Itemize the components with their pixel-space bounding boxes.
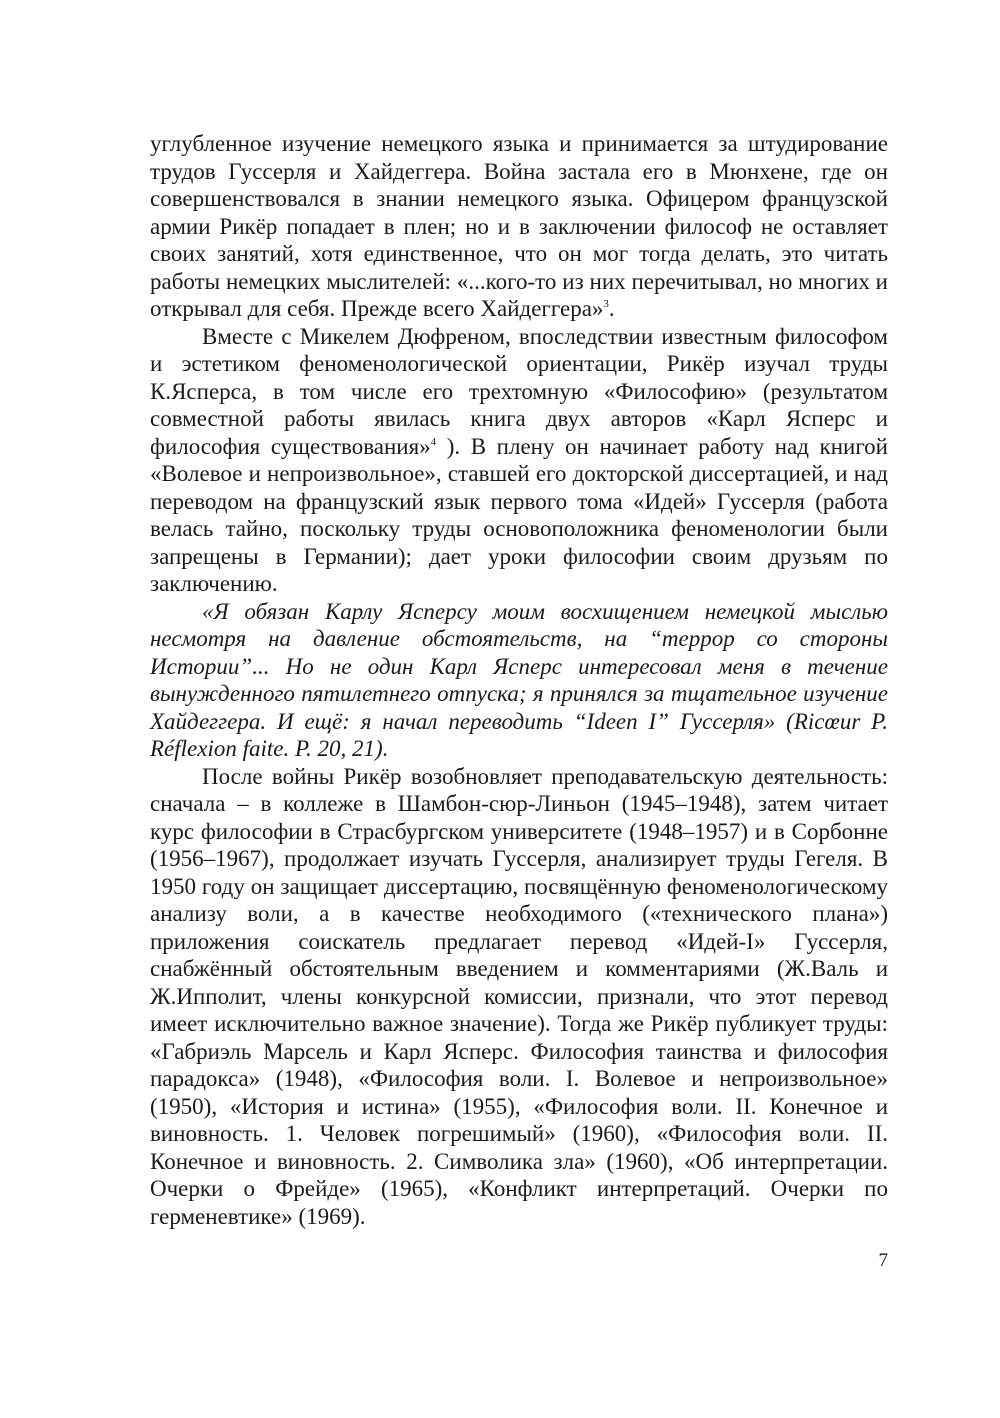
page-number: 7 (878, 1250, 888, 1271)
footnote-marker: 3 (603, 298, 609, 310)
body-text (150, 130, 888, 1230)
footnote-marker: 4 (430, 435, 437, 448)
paragraph-text: углубленное изучение немецкого языка и принимается за штудирование трудов Гуссерля и Хайдеггера. Война застала его в Мюнхене, где он совершенствовался в знании немецкого языка. Офицером французской армии Рикёр попадает в плен; но и в заключении философ не оставляет своих занятий, хотя единственное, что он мог тогда делать, это читать работы немецких мыслителей: «...кого-то из них перечитывал, но многих и открывал для себя. Прежде всего Хайдеггера» (150, 131, 888, 321)
paragraph-tail: . (608, 296, 615, 321)
paragraph-text: ). В плену он начинает работу над книгой «Волевое и непроизвольное», ставшей его докторской диссертацией, и над переводом на французский язык первого тома «Идей» Гуссерля (работа велась тайно, поскольку труды основоположника феноменологии были запрещены в Германии); дает уроки философии своим друзьям по заключению. (150, 433, 888, 596)
paragraph-after-war: После войны Рикёр возобновляет преподавательскую деятельность: сначала – в коллеже в Шамбон-сюр-Линьон (1945–1948), затем читает курс философии в Страсбургском университете (1948–1957) и в Сорбонне (1956–1967), продолжает изучать Гуссерля, анализирует труды Гегеля. В 1950 году он защищает диссертацию, посвящённую феноменологическому анализу воли, а в качестве необходимого («технического плана») приложения соискатель предлагает перевод «Идей-I» Гуссерля, снабжённый обстоятельным введением и комментариями (Ж.Валь и Ж.Ипполит, члены конкурсной комиссии, признали, что этот перевод имеет исключительно важное значение). Тогда же Рикёр публикует труды: «Габриэль Марсель и Карл Ясперс. Философия таинства и философия парадокса» (1948), «Философия воли. I. Волевое и непроизвольное» (1950), «История и истина» (1955), «Философия воли. II. Конечное и виновность. 1. Человек погрешимый» (1960), «Философия воли. II. Конечное и виновность. 2. Символика зла» (1960), «Об интерпретации. Очерки о Фрейде» (1965), «Конфликт интерпретаций. Очерки по герменевтике» (1969). (150, 763, 888, 1229)
quote-paragraph: «Я обязан Карлу Ясперсу моим восхищением немецкой мыслью несмотря на давление обстоятельств, на “террор со стороны Истории”... Но не один Карл Ясперс интересовал меня в течение вынужденного пятилетнего отпуска; я принялся за тщательное изучение Хайдеггера. И ещё: я начал переводить “Ideen I” Гуссерля» (Ricœur P. Réflexion faite. P. 20, 21). (150, 598, 888, 761)
paragraph-continuation (150, 130, 888, 323)
paragraph-dufrenne (150, 323, 888, 598)
paragraph-text: Вместе с Микелем Дюфреном, впоследствии известным философом и эстетиком феноменологической ориентации, Рикёр изучал труды К.Ясперса, в том числе его трехтомную «Философию» (результатом совместной работы явилась книга двух авторов «Карл Ясперс и философия существования» (150, 323, 888, 459)
